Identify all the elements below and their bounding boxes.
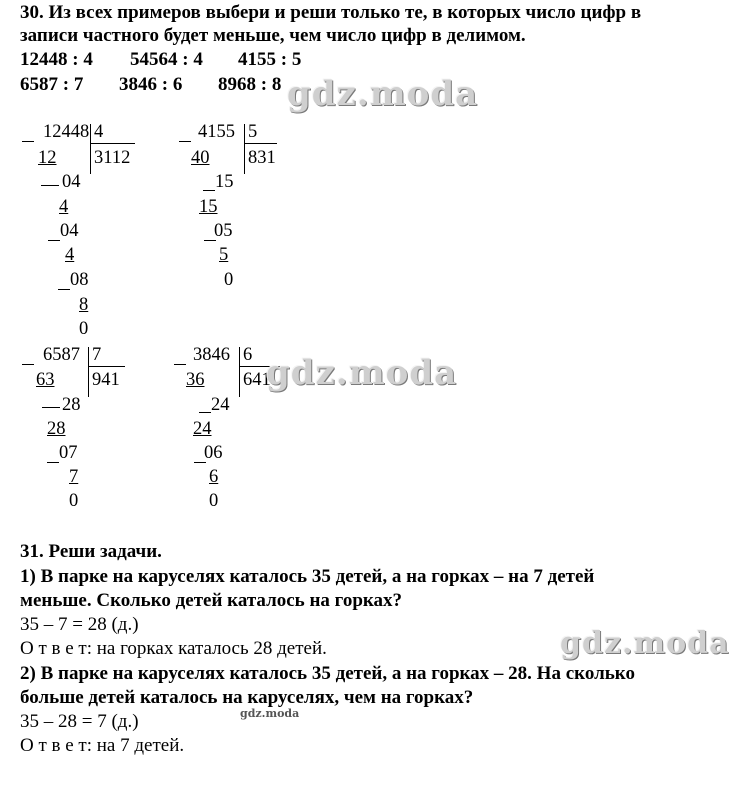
step: 6	[209, 467, 219, 487]
step: 06	[204, 443, 223, 463]
example-3846-6: 3846 : 6	[119, 74, 183, 95]
step: 8	[79, 295, 89, 315]
watermark: gdz.moda	[266, 353, 458, 393]
divisor-underline	[89, 366, 125, 367]
problem2-line1: 2) В парке на каруселях каталось 35 детей, а на горках – 28. На сколько	[20, 663, 635, 684]
dividend: 4155	[198, 122, 235, 142]
step: 28	[47, 419, 66, 439]
remainder: 0	[224, 270, 234, 290]
answer-text: на 7 детей.	[92, 735, 185, 756]
task30-header-line1: 30. Из всех примеров выбери и реши только те, в которых число цифр в	[20, 2, 642, 23]
minus-sign	[174, 364, 186, 365]
division-bar	[88, 347, 89, 397]
division-bar	[244, 124, 245, 174]
step: 5	[219, 245, 229, 265]
dividend: 3846	[193, 345, 230, 365]
problem2-answer	[20, 735, 184, 757]
step: 15	[215, 172, 234, 192]
remainder: 0	[69, 491, 79, 511]
minus-sign	[22, 141, 34, 142]
dividend: 6587	[43, 345, 80, 365]
minus-sign	[199, 412, 211, 413]
quotient: 641	[243, 370, 271, 390]
example-4155-5: 4155 : 5	[238, 49, 302, 70]
step: 7	[69, 467, 79, 487]
minus-sign	[58, 289, 70, 290]
example-6587-7: 6587 : 7	[20, 74, 84, 95]
step: 04	[60, 221, 79, 241]
divisor: 4	[94, 122, 104, 142]
step: 28	[62, 395, 81, 415]
problem1-answer	[20, 638, 327, 660]
step: 12	[38, 148, 57, 168]
remainder: 0	[79, 319, 89, 339]
step: 04	[62, 172, 81, 192]
step: 4	[59, 197, 69, 217]
minus-sign	[47, 462, 59, 463]
problem2-solution: 35 – 28 = 7 (д.)	[20, 711, 139, 732]
divisor: 6	[243, 345, 253, 365]
step: 08	[70, 270, 89, 290]
step: 63	[36, 370, 55, 390]
step: 24	[211, 395, 230, 415]
dividend: 12448	[43, 122, 90, 142]
watermark: gdz.moda	[287, 74, 479, 114]
example-54564-4: 54564 : 4	[130, 49, 203, 70]
step: 40	[191, 148, 210, 168]
problem2-line2: больше детей каталось на каруселях, чем на горках?	[20, 687, 474, 708]
minus-sign	[41, 185, 59, 186]
minus-sign	[22, 364, 34, 365]
division-bar	[239, 347, 240, 397]
quotient: 941	[92, 370, 120, 390]
task31-header: 31. Реши задачи.	[20, 541, 162, 562]
quotient: 831	[248, 148, 276, 168]
quotient: 3112	[94, 148, 131, 168]
divisor-underline	[91, 143, 135, 144]
minus-sign	[203, 190, 215, 191]
example-8968-8: 8968 : 8	[218, 74, 282, 95]
answer-label: О т в е т:	[20, 638, 93, 659]
problem1-line2: меньше. Сколько детей каталось на горках?	[20, 590, 403, 611]
step: 15	[199, 197, 218, 217]
division-bar	[90, 124, 91, 174]
step: 05	[214, 221, 233, 241]
minus-sign	[179, 141, 191, 142]
step: 24	[193, 419, 212, 439]
example-12448-4: 12448 : 4	[20, 49, 93, 70]
answer-label: О т в е т:	[20, 735, 93, 756]
remainder: 0	[209, 491, 219, 511]
problem1-solution: 35 – 7 = 28 (д.)	[20, 614, 139, 635]
problem1-line1: 1) В парке на каруселях каталось 35 детей, а на горках – на 7 детей	[20, 566, 595, 587]
divisor-underline	[245, 143, 277, 144]
minus-sign	[48, 240, 60, 241]
divisor: 5	[248, 122, 258, 142]
answer-text: на горках каталось 28 детей.	[92, 638, 327, 659]
step: 36	[186, 370, 205, 390]
divisor: 7	[92, 345, 102, 365]
step: 07	[59, 443, 78, 463]
step: 4	[65, 245, 75, 265]
minus-sign	[42, 407, 60, 408]
task30-header-line2: записи частного будет меньше, чем число цифр в делимом.	[20, 25, 526, 46]
watermark: gdz.moda	[560, 626, 730, 661]
watermark: gdz.moda	[240, 707, 300, 720]
